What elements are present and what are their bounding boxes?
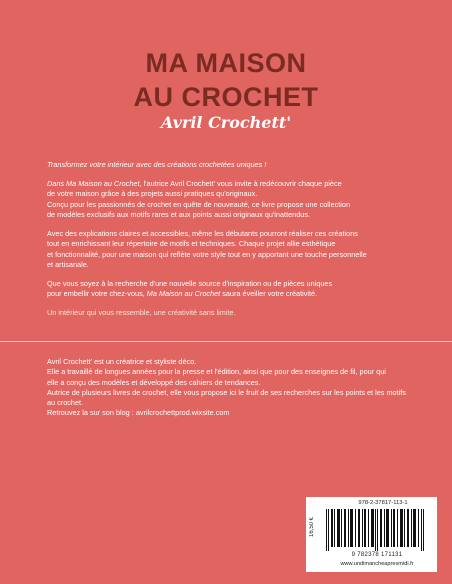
isbn-label: 978-2-37817-113-1 xyxy=(358,500,408,506)
isbn-number: 9 782378 171131 xyxy=(351,552,403,558)
author-script-name: Avril Crochett' xyxy=(160,113,292,132)
bio-line-6: Retrouvez la sur son blog : avrilcrochettprod.wixsite.com xyxy=(47,408,230,418)
tagline-text: Transformez votre intérieur avec des créations crochetées uniques ! xyxy=(47,160,267,169)
closing-text: Un intérieur qui vous ressemble, une créativité sans limite. xyxy=(47,308,236,317)
blurb-p1-line-2: de votre maison grâce à des projets aussi pratiques qu'originaux. xyxy=(47,189,258,199)
blurb-p2-line-1: Avec des explications claires et accessibles, même les débutants pourront réaliser ces créations xyxy=(47,229,358,238)
section-divider xyxy=(0,341,452,342)
blurb-p1-line-3: Conçu pour les passionnés de crochet en quête de nouveauté, ce livre propose une collection xyxy=(47,199,351,209)
blurb-paragraph-2 xyxy=(47,229,409,270)
blurb-p3-line-2: pour embellir votre chez-vous, Ma Maison au Crochet saura éveiller votre créativité. xyxy=(47,289,318,299)
price-label: 16,50 € xyxy=(309,516,315,538)
author-bio xyxy=(47,357,409,419)
closing-line xyxy=(47,308,409,318)
blurb-p1-line-1: Dans Ma Maison au Crochet, l'autrice Avril Crochett' vous invite à redécouvrir chaque pièce xyxy=(47,179,342,188)
bio-line-2: Elle a travaillé de longues années pour la presse et l'édition, ainsi que pour des enseignes de fil, pour qui xyxy=(47,367,386,377)
blurb-p1-line-4: de modèles exclusifs aux motifs rares et aux points aussi originaux qu'inattendus. xyxy=(47,209,311,219)
blurb-p2-line-2: tout en enrichissant leur répertoire de motifs et techniques. Chaque projet allie esthétique xyxy=(47,239,336,249)
publisher-url: www.undimancheapresmidi.fr xyxy=(340,561,414,567)
barcode-box xyxy=(306,497,437,572)
blurb-paragraph-3 xyxy=(47,279,409,300)
blurb-paragraph-1 xyxy=(47,179,409,220)
barcode-icon xyxy=(324,509,430,551)
bio-line-1: Avril Crochett' est un créatrice et styliste déco. xyxy=(47,357,197,366)
blurb-p3-line-1: Que vous soyez à la recherche d'une nouvelle source d'inspiration ou de pièces uniques xyxy=(47,279,333,288)
tagline xyxy=(47,160,409,170)
bio-line-3: elle a conçu des modèles et développé des cahiers de tendances. xyxy=(47,377,261,387)
bio-line-4: Autrice de plusieurs livres de crochet, elle vous propose ici le fruit de ses recherches sur les points et les motifs xyxy=(47,387,406,397)
bio-line-5: au crochet. xyxy=(47,398,84,408)
blurb-p2-line-4: et artisanale. xyxy=(47,259,89,269)
book-title-line-2: AU CROCHET xyxy=(133,82,319,112)
blurb-p2-line-3: et fonctionnalité, pour une maison qui reflète votre style tout en y apportant une touche personnelle xyxy=(47,249,367,259)
book-title-line-1: MA MAISON xyxy=(145,48,307,78)
